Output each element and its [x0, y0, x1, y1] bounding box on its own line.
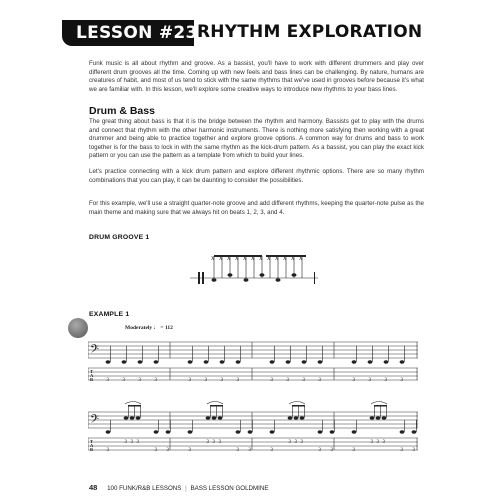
tab-number: 3 — [370, 440, 373, 445]
tab-number: 3 — [300, 440, 303, 445]
drum-groove-notation — [190, 248, 320, 288]
svg-text:x: x — [235, 254, 239, 262]
tab-number: 3 — [106, 378, 109, 383]
book-title: 100 FUNK/R&B LESSONS — [107, 485, 182, 492]
tab-number: 3 — [294, 440, 297, 445]
tab-number: 3 — [212, 440, 215, 445]
tempo-marking: Moderately ♩ = 112 — [125, 325, 173, 331]
svg-text:x: x — [259, 254, 263, 262]
tab-number: 3 — [318, 378, 321, 383]
section-paragraph-1: The great thing about bass is that it is the bridge between the rhythm and harmony. Bassists get to play with the drums and connect that rhythm with the other harmonic instruments. There is nothing more satisfying then working with a great drummer and being able to practice together and explore groove options. A common way for drums and bass to work together is for the bass to lock in with the same rhythm as the kick-drum pattern. As a bassist, you can play the exact kick pattern or you can use the pattern as a template from which to build your lines. — [89, 118, 424, 160]
svg-text:x: x — [275, 254, 279, 262]
svg-text:A: A — [90, 443, 94, 448]
tab-number: 3 — [204, 378, 207, 383]
section-paragraph-2: Let's practice connecting with a kick drum pattern and explore different rhythmic options. There are so many rhythm combinations that you can play, it can be daunting to consider the possibilities. — [89, 168, 424, 184]
svg-text:x: x — [227, 254, 231, 262]
section-heading: Drum & Bass — [89, 105, 155, 117]
intro-paragraph: Funk music is all about rhythm and groove. As a bassist, you'll have to work with different drummers and play over different drum grooves all the time. Coming up with new feels and bass lines can be challenging. By nature, humans are creatures of habit, and most of us tend to stick with the same rhythms that we've used in grooves before because it's what we are familiar with. In this lesson, we'll explore some creative ways to introduce new rhythms to your bass lines. — [89, 60, 424, 93]
svg-text:x: x — [291, 254, 295, 262]
tab-number: 3 — [136, 440, 139, 445]
tab-number: 3 — [154, 378, 157, 383]
section-paragraph-3: For this example, we'll use a straight quarter-note groove and add different rhythms, keeping the quarter-note pulse as the main theme and making sure that we always hit on beats 1, 2, 3, and 4. — [89, 200, 424, 216]
series-title: BASS LESSON GOLDMINE — [190, 485, 269, 492]
tab-number: 3 — [330, 448, 333, 453]
tab-number: 3 — [412, 448, 415, 453]
tab-number: 3 — [218, 440, 221, 445]
tab-number: 3 — [400, 378, 403, 383]
page-footer: 48 100 FUNK/R&B LESSONS | BASS LESSON GOLDMINE — [89, 483, 269, 492]
tab-number: 3 — [286, 378, 289, 383]
tab-number: 3 — [236, 448, 239, 453]
tab-number: 3 — [124, 440, 127, 445]
bass-clef-2: 𝄢 — [90, 414, 100, 429]
tab-number: 3 — [368, 378, 371, 383]
svg-text:x: x — [251, 254, 255, 262]
audio-speaker-icon[interactable] — [68, 318, 88, 338]
tab-number: 3 — [384, 378, 387, 383]
tab-number: 3 — [302, 378, 305, 383]
tab-number: 3 — [376, 440, 379, 445]
svg-text:x: x — [219, 254, 223, 262]
svg-text:x: x — [267, 254, 271, 262]
svg-text:x: x — [211, 254, 215, 262]
bass-notation — [88, 332, 418, 472]
tab-number: 3 — [236, 378, 239, 383]
tab-number: 3 — [166, 448, 169, 453]
tab-number: 3 — [400, 448, 403, 453]
tab-number: 3 — [188, 378, 191, 383]
tab-number: 3 — [220, 378, 223, 383]
tab-number: 3 — [248, 448, 251, 453]
tab-number: 3 — [206, 440, 209, 445]
svg-text:T: T — [90, 369, 94, 374]
tab-number: 3 — [106, 448, 109, 453]
page-number: 48 — [89, 483, 98, 492]
bass-clef-1: 𝄢 — [90, 344, 100, 359]
svg-text:x: x — [243, 254, 247, 262]
lesson-number-banner — [62, 20, 205, 46]
drum-groove-label: DRUM GROOVE 1 — [89, 234, 150, 241]
lesson-title: RHYTHM EXPLORATION — [197, 22, 423, 42]
svg-text:B: B — [90, 447, 94, 452]
tab-number: 3 — [382, 440, 385, 445]
svg-text:B: B — [90, 377, 94, 382]
tab-number: 3 — [288, 440, 291, 445]
svg-text:x: x — [299, 254, 303, 262]
tab-number: 3 — [188, 448, 191, 453]
tab-number: 3 — [138, 378, 141, 383]
lesson-number: LESSON #23: — [76, 23, 205, 43]
svg-text:x: x — [283, 254, 287, 262]
tab-number: 3 — [270, 378, 273, 383]
svg-text:A: A — [90, 373, 94, 378]
tab-number: 3 — [270, 448, 273, 453]
tab-number: 3 — [352, 378, 355, 383]
example-label: EXAMPLE 1 — [89, 311, 130, 318]
tab-number: 3 — [154, 448, 157, 453]
tab-number: 3 — [318, 448, 321, 453]
tab-number: 3 — [352, 448, 355, 453]
tab-number: 3 — [130, 440, 133, 445]
svg-text:T: T — [90, 439, 94, 444]
tab-number: 3 — [122, 378, 125, 383]
